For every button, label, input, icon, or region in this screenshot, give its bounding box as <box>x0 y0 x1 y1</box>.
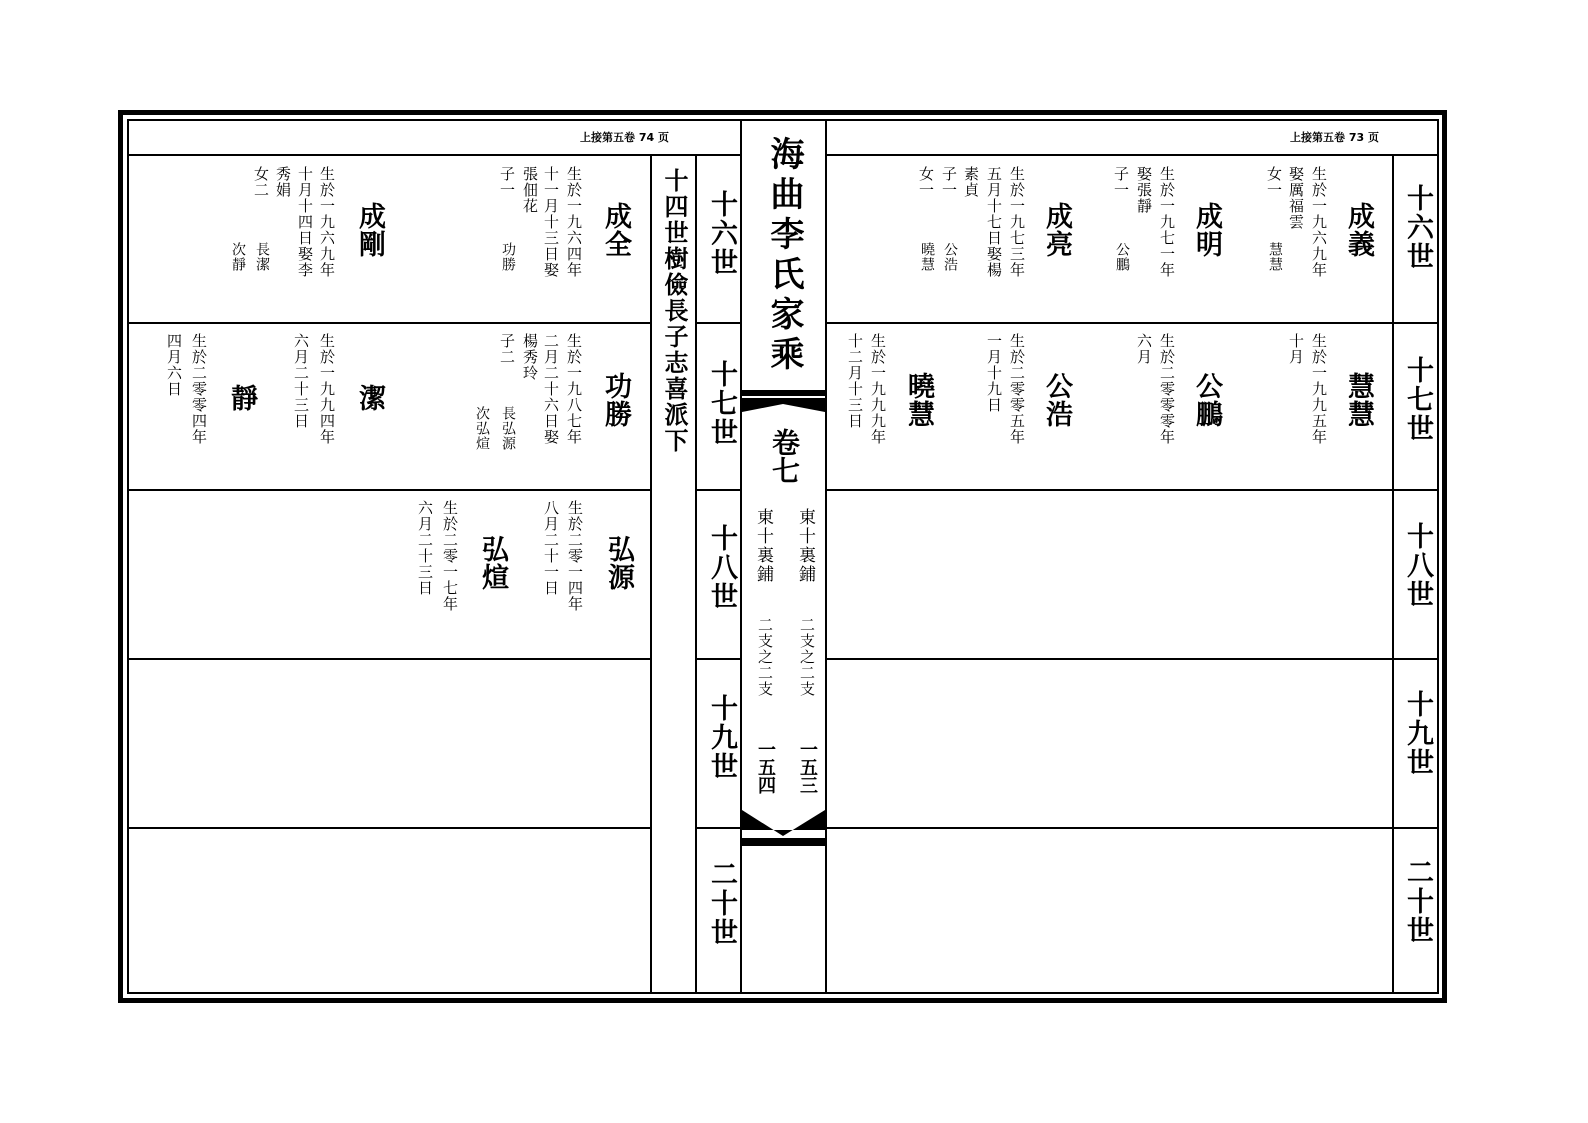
person-name: 成全 <box>600 202 631 258</box>
page-number-left: 一五四 <box>755 740 776 794</box>
person-info-line: 四月六日 <box>165 333 183 397</box>
person-info-line: 子一 <box>498 166 516 198</box>
person-name: 靜 <box>226 384 257 412</box>
gen-label-20-left: 二十世 <box>706 860 737 947</box>
person-info-line: 生於二零零零年 <box>1158 333 1176 445</box>
person-info-line: 生於二零零五年 <box>1008 333 1026 445</box>
book-title: 海曲李氏家乘 <box>764 136 804 376</box>
person-info-line: 生於二零一四年 <box>566 500 584 612</box>
child-name: 長弘源 <box>500 406 516 451</box>
child-name: 長潔 <box>254 242 270 272</box>
gen-label-17-left: 十七世 <box>706 360 737 447</box>
person-name: 曉慧 <box>903 372 934 428</box>
person-info-line: 生於一九九九年 <box>869 333 887 445</box>
person-info-line: 子二 <box>498 333 516 365</box>
person-info-line: 女一 <box>917 166 935 198</box>
right-row-divider <box>827 322 1437 324</box>
gen-label-20-right: 二十世 <box>1402 858 1433 945</box>
person-info-line: 一月十九日 <box>985 333 1003 413</box>
left-gen-divider <box>696 827 741 829</box>
person-info-line: 十二月十三日 <box>846 333 864 429</box>
person-info-line: 子一 <box>1112 166 1130 198</box>
gen-label-19-left: 十九世 <box>706 694 737 781</box>
child-name: 功勝 <box>500 242 516 272</box>
gen-label-18-left: 十八世 <box>706 524 737 611</box>
right-row-divider <box>827 827 1437 829</box>
person-info-line: 生於一九七一年 <box>1158 166 1176 278</box>
person-name: 成亮 <box>1041 202 1072 258</box>
child-name: 慧慧 <box>1267 242 1283 272</box>
right-row-divider <box>827 489 1437 491</box>
person-info-line: 生於一九七三年 <box>1008 166 1026 278</box>
spine-right-line <box>825 120 827 993</box>
right-gen-column-line <box>1392 155 1394 993</box>
person-info-line: 五月十七日娶楊 <box>985 166 1003 278</box>
left-branch-column-line <box>650 155 652 993</box>
person-info-line: 二月二十六日娶 <box>542 333 560 445</box>
volume-label: 卷七 <box>768 428 801 484</box>
spine-place-right: 東十裏鋪 <box>795 508 815 584</box>
person-info-line: 生於二零一七年 <box>441 500 459 612</box>
person-info-line: 八月二十一日 <box>542 500 560 596</box>
person-name: 公鵬 <box>1191 372 1222 428</box>
left-gen-divider <box>696 322 741 324</box>
person-info-line: 十月十四日娶李 <box>296 166 314 278</box>
right-continuation-note: 上接第五卷 73 页 <box>1290 131 1379 144</box>
left-row-divider <box>129 658 651 660</box>
right-row-divider <box>827 658 1437 660</box>
person-info-line: 娶厲福雲 <box>1287 166 1305 230</box>
person-info-line: 素貞 <box>962 166 980 198</box>
person-info-line: 女一 <box>1265 166 1283 198</box>
gen-label-17-right: 十七世 <box>1402 356 1433 443</box>
person-name: 功勝 <box>600 372 631 428</box>
person-info-line: 生於一九八七年 <box>565 333 583 445</box>
person-info-line: 生於一九六四年 <box>565 166 583 278</box>
person-info-line: 楊秀玲 <box>521 333 539 381</box>
person-name: 弘煊 <box>477 535 508 591</box>
gen-label-16-right: 十六世 <box>1402 184 1433 271</box>
person-info-line: 十一月十三日娶 <box>542 166 560 278</box>
person-info-line: 生於一九九四年 <box>318 333 336 445</box>
person-info-line: 生於一九六九年 <box>318 166 336 278</box>
person-info-line: 秀娟 <box>274 166 292 198</box>
person-name: 成義 <box>1343 202 1374 258</box>
left-row-divider <box>129 827 651 829</box>
person-info-line: 六月二十三日 <box>292 333 310 429</box>
person-name: 慧慧 <box>1343 372 1374 428</box>
person-info-line: 子一 <box>940 166 958 198</box>
child-name: 公浩 <box>942 242 958 272</box>
person-name: 弘源 <box>603 535 634 591</box>
gen-label-18-right: 十八世 <box>1402 522 1433 609</box>
gen-label-16-left: 十六世 <box>706 190 737 277</box>
child-name: 曉慧 <box>919 242 935 272</box>
person-info-line: 生於二零零四年 <box>190 333 208 445</box>
left-row-divider <box>129 322 651 324</box>
left-continuation-note: 上接第五卷 74 页 <box>580 131 669 144</box>
child-name: 公鵬 <box>1114 242 1130 272</box>
left-gen-divider <box>696 489 741 491</box>
left-row-divider <box>129 489 651 491</box>
person-info-line: 六月 <box>1135 333 1153 365</box>
person-info-line: 生於一九九五年 <box>1310 333 1328 445</box>
spine-branch-right: 二支之二支 <box>798 617 816 697</box>
person-info-line: 女二 <box>252 166 270 198</box>
person-info-line: 六月二十三日 <box>416 500 434 596</box>
right-header-divider <box>827 154 1437 156</box>
page-number-right: 一五三 <box>797 740 818 794</box>
person-info-line: 娶張靜 <box>1135 166 1153 214</box>
spine-place-left: 東十裏鋪 <box>753 508 773 584</box>
child-name: 次弘煊 <box>474 406 490 451</box>
person-info-line: 生於一九六九年 <box>1310 166 1328 278</box>
person-name: 潔 <box>354 384 385 412</box>
person-info-line: 張佃花 <box>521 166 539 214</box>
person-name: 公浩 <box>1041 372 1072 428</box>
left-gen-divider <box>696 658 741 660</box>
spine-branch-left: 二支之二支 <box>756 617 774 697</box>
branch-title: 十四世樹儉長子志喜派下 <box>660 168 689 454</box>
person-info-line: 十月 <box>1287 333 1305 365</box>
gen-label-19-right: 十九世 <box>1402 690 1433 777</box>
left-gen-column-line <box>695 155 697 993</box>
person-name: 成剛 <box>354 202 385 258</box>
child-name: 次靜 <box>230 242 246 272</box>
person-name: 成明 <box>1191 202 1222 258</box>
